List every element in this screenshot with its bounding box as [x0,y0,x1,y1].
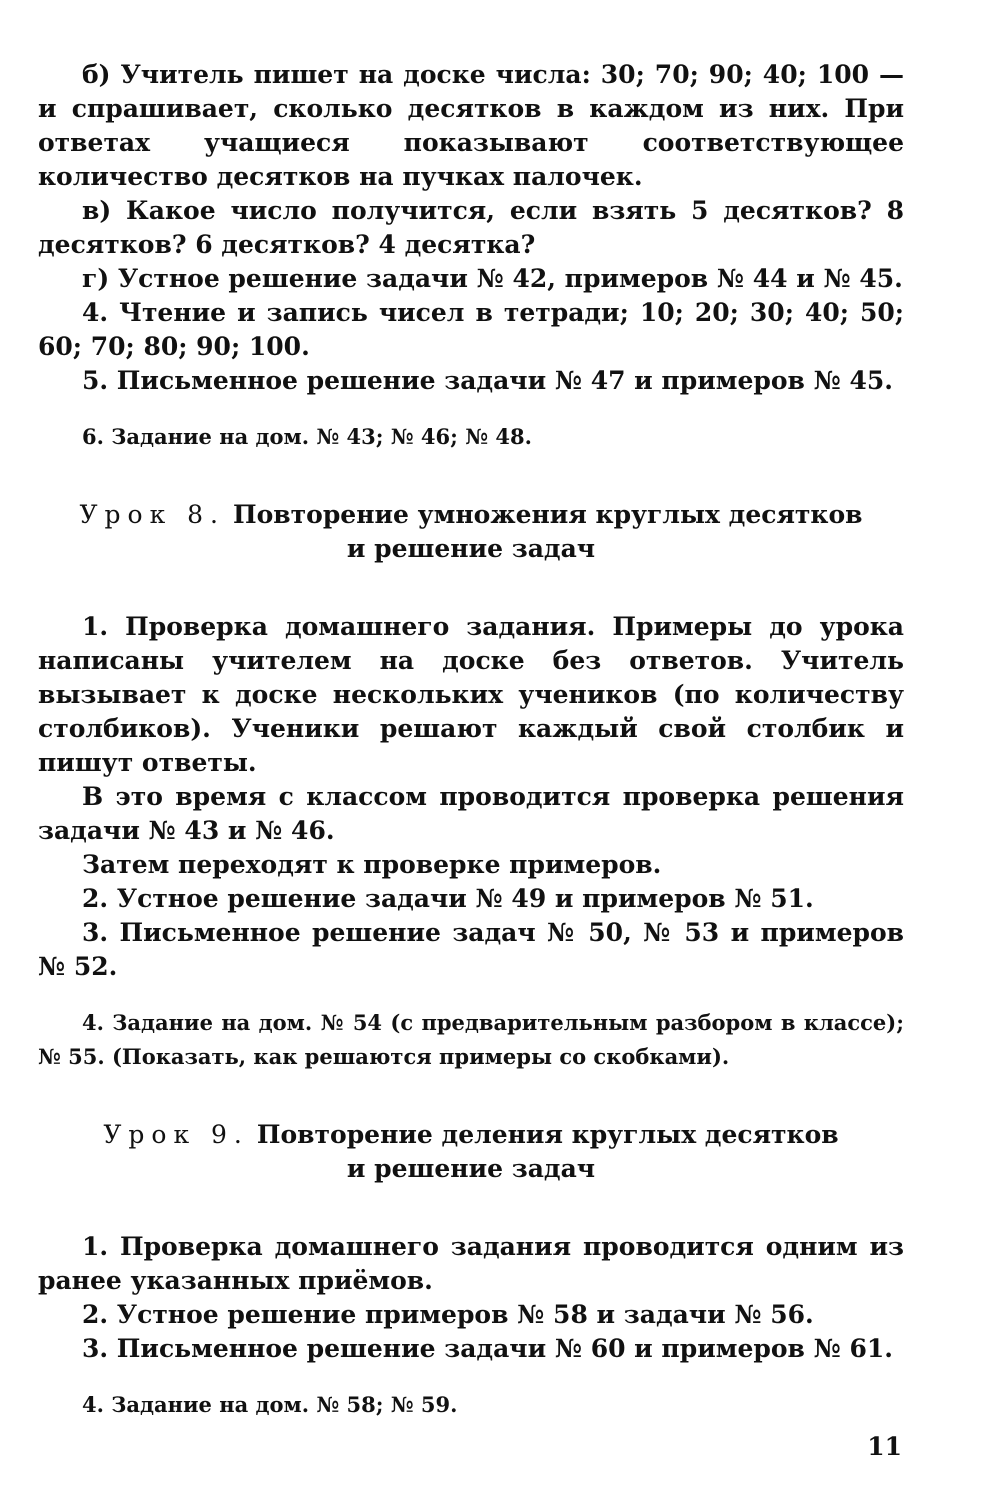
lesson-9-heading [38,1118,904,1186]
lesson-8-p2: 2. Устное решение задачи № 49 и примеров № 51. [82,884,814,913]
page-number: 11 [867,1432,902,1461]
item-b: б) Учитель пишет на доске числа: 30; 70; 90; 40; 100 — и спрашивает, сколько десятков в каждом из них. При ответах учащиеся показывают соответствующее количество десятков на пучках палочек. [38,60,904,191]
lesson-9-p1-text: проводится одним из ранее указанных приёмов. [38,1232,904,1295]
lesson-9-p1-label: 1. Проверка домашнего задания [82,1232,572,1261]
lesson-8-p4-label: 4. Задание на дом. [82,1010,313,1035]
item-4-label: 4. Чтение и запись чисел в тетради; [82,298,629,327]
lesson-9-title-line1: Повторение деления круглых десятков [256,1120,839,1149]
lesson-9-homework: 4. Задание на дом. № 58; № 59. [82,1392,458,1417]
lesson-9-p3: 3. Письменное решение задачи № 60 и примеров № 61. [82,1334,893,1363]
lesson-8-title-line1: Повторение умножения круглых десятков [233,500,863,529]
item-5: 5. Письменное решение задачи № 47 и примеров № 45. [82,366,893,395]
document-page [38,58,904,1422]
item-6-homework: 6. Задание на дом. № 43; № 46; № 48. [82,424,532,449]
item-4-text: 10; 20; 30; 40; 50; 60; 70; 80; 90; 100. [38,298,904,361]
lesson-8-p1-text: Примеры до урока написаны учителем на доске без ответов. Учитель вызывает к доске нескольких учеников (по количеству столбиков). Ученики решают каждый свой столбик и пишут ответы. [38,612,904,777]
lesson-8-p1-label: 1. Проверка домашнего задания. [82,612,596,641]
lesson-9-label: Урок 9. [103,1120,249,1149]
lesson-8-p1b: В это время с классом проводится проверка решения задачи № 43 и № 46. [38,782,904,845]
lesson-8-title-line2: и решение задач [346,534,596,563]
lesson-9-p2: 2. Устное решение примеров № 58 и задачи № 56. [82,1300,814,1329]
lesson-9-title-line2: и решение задач [346,1154,596,1183]
lesson-8-p1c: Затем переходят к проверке примеров. [82,850,662,879]
lesson-8-p4-text: № 54 (с предварительным разбором в классе); № 55. (Показать, как решаются примеры со скобками). [38,1010,904,1069]
lesson-8-homework [38,1006,904,1074]
item-v: в) Какое число получится, если взять 5 десятков? 8 десятков? 6 десятков? 4 десятка? [38,196,904,259]
lesson-8-p3: 3. Письменное решение задач № 50, № 53 и примеров № 52. [38,918,904,981]
lesson-8-p1 [38,610,904,780]
lesson-9-p1 [38,1230,904,1298]
item-g: г) Устное решение задачи № 42, примеров № 44 и № 45. [82,264,903,293]
item-4 [38,296,904,364]
lesson-8-heading [38,498,904,566]
lesson-8-label: Урок 8. [79,500,225,529]
